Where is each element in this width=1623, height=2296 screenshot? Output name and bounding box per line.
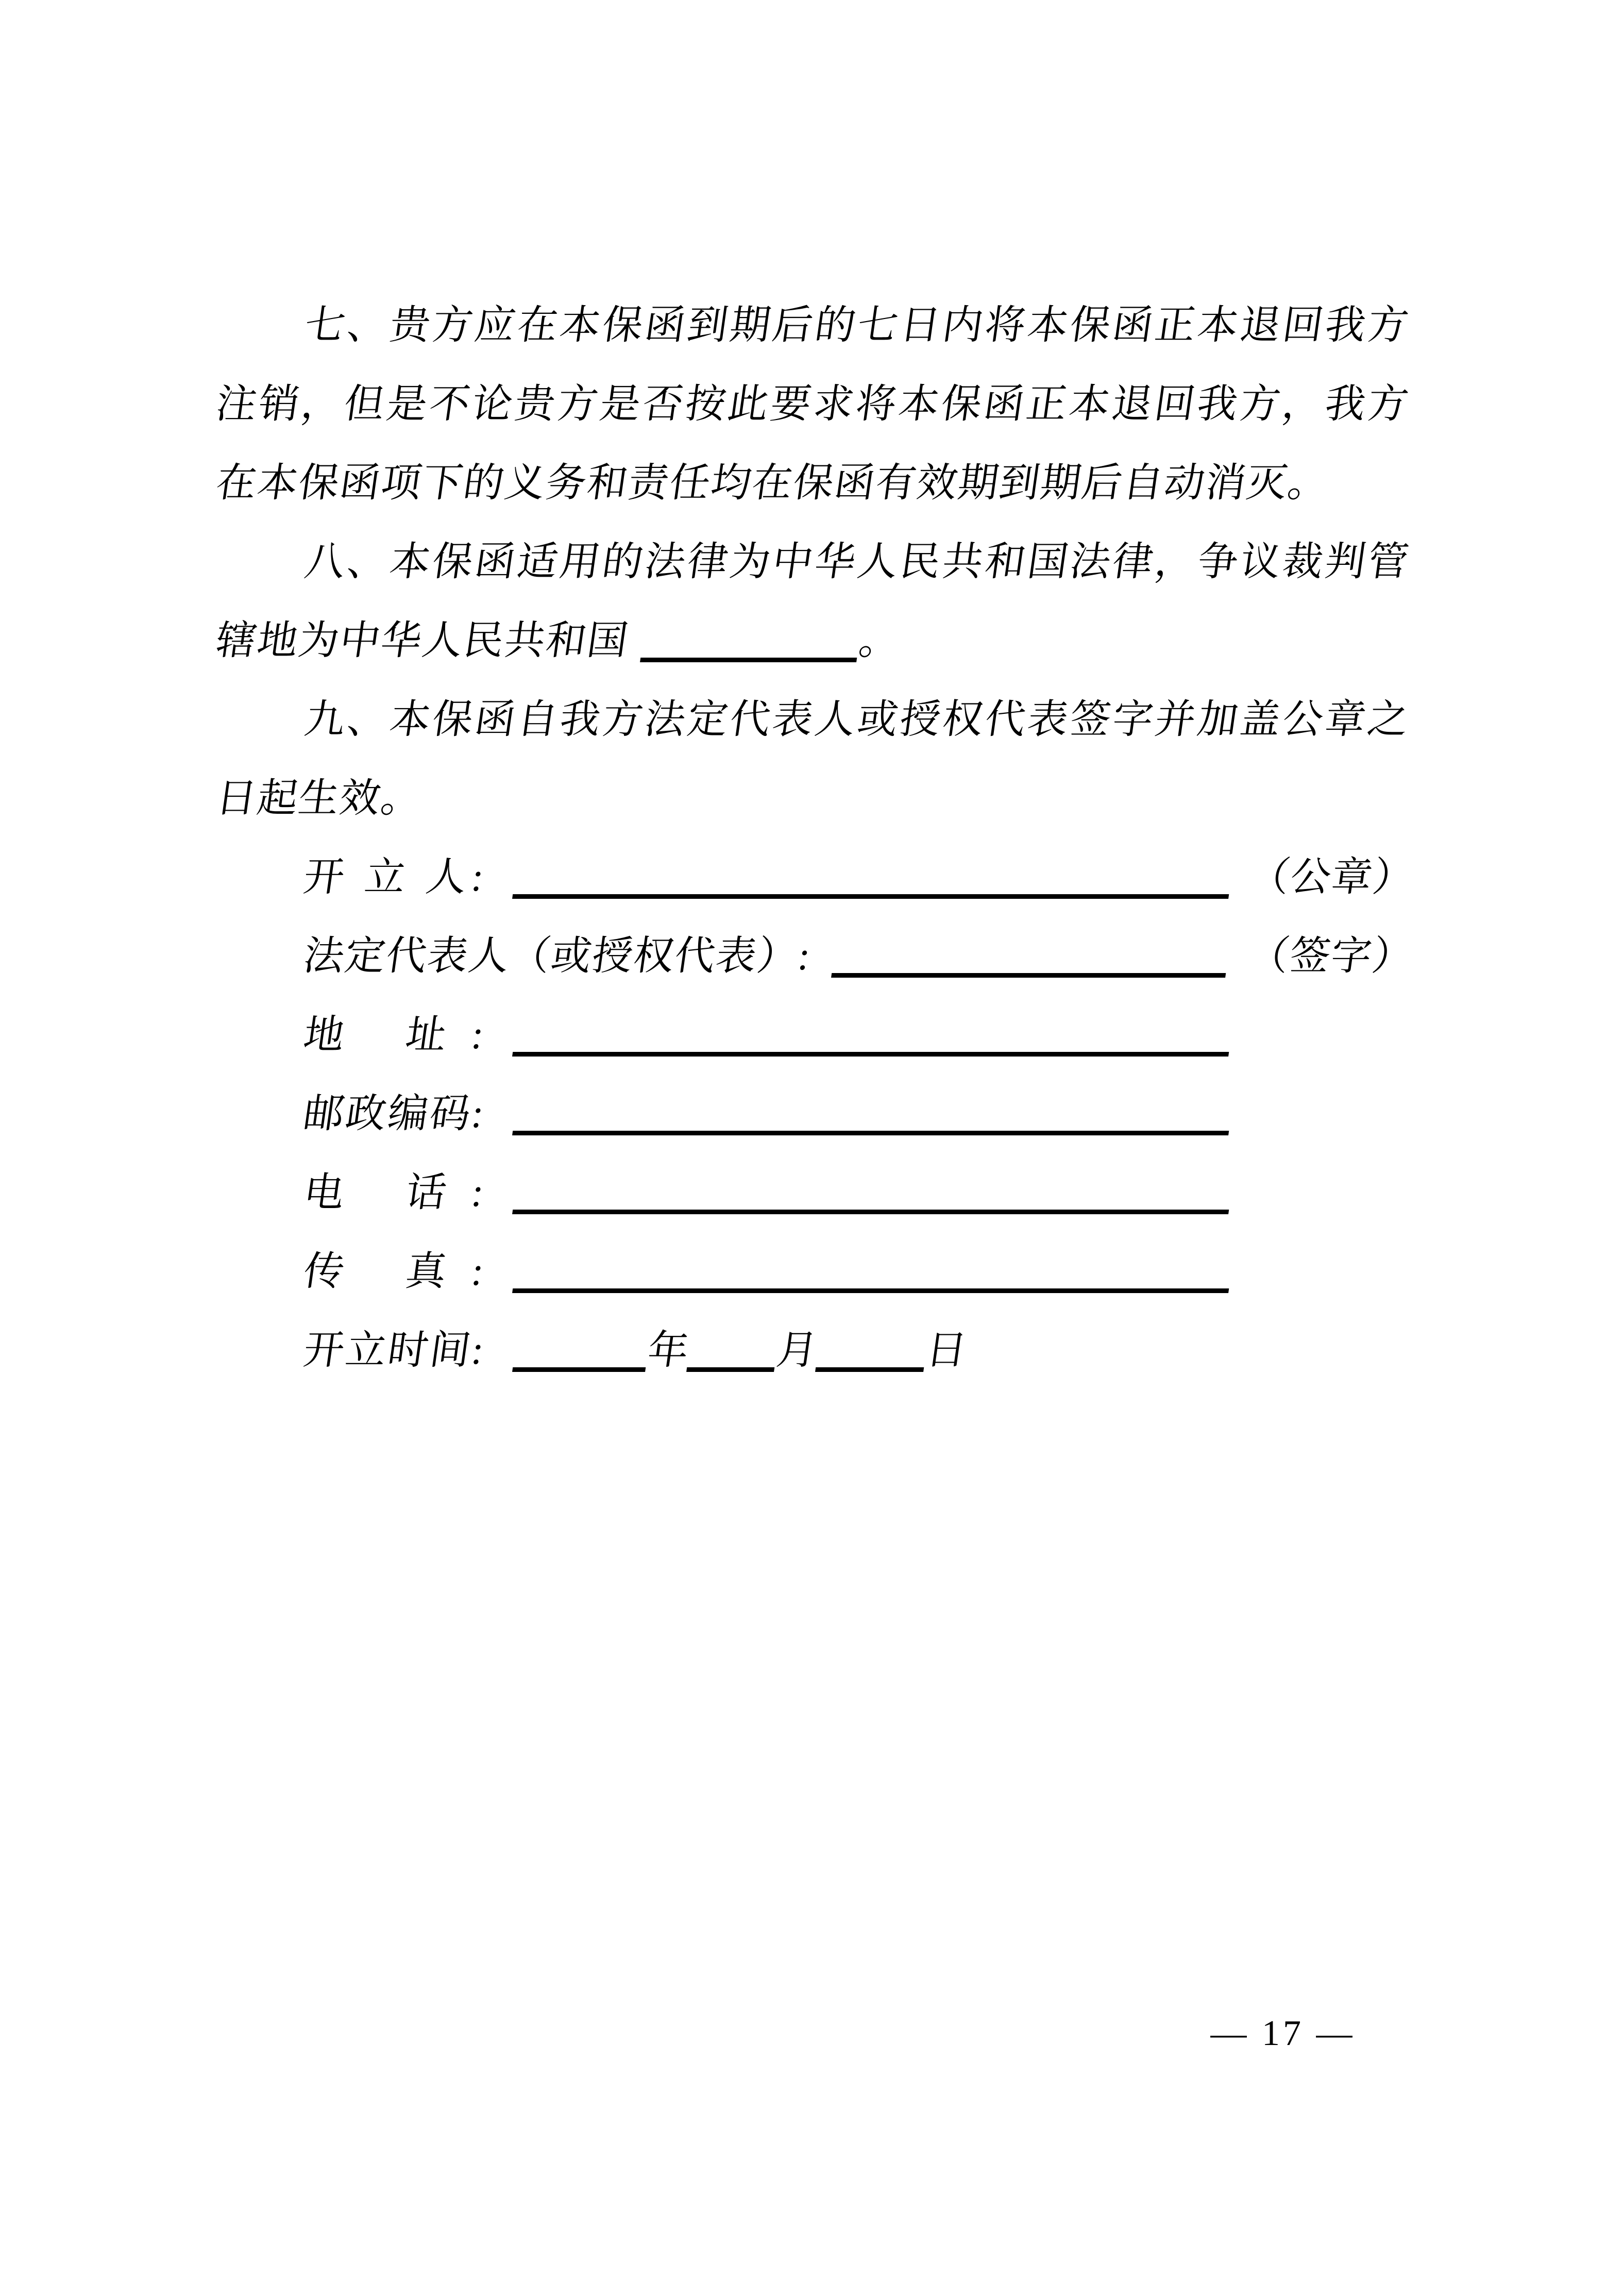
- clause7-line3: 在本保函项下的义务和责任均在保函有效期到期后自动消灭。: [213, 460, 1333, 505]
- clause9-line1: 九、本保函自我方法定代表人或授权代表签字并加盖公章之: [301, 697, 1413, 742]
- fax-fill-in-blank: [512, 1288, 1229, 1293]
- address-fill-in-blank: [512, 1052, 1229, 1057]
- address-label: 地 址:: [300, 1012, 488, 1057]
- legal-rep-label: 法定代表人（或授权代表）:: [300, 933, 814, 978]
- phone-label: 电 话:: [300, 1170, 488, 1215]
- opener-fill-in-blank: [512, 894, 1229, 899]
- phone-row: [211, 1153, 1415, 1232]
- postal-code-label: 邮政编码:: [300, 1091, 488, 1136]
- issue-date-label: 开立时间:: [300, 1328, 488, 1372]
- clause7-line2: 注销，但是不论贵方是否按此要求将本保函正本退回我方，我方: [213, 381, 1413, 426]
- issue-year-label: 年: [645, 1328, 693, 1372]
- legal-rep-row: [211, 916, 1415, 995]
- opener-label: 开 立 人:: [300, 854, 488, 899]
- issue-day-label: 日: [923, 1328, 971, 1372]
- issue-month-label: 月: [773, 1328, 822, 1372]
- issue-day-fill-in-blank: [815, 1367, 924, 1372]
- opener-seal-note: （公章）: [1246, 854, 1418, 899]
- issue-year-fill-in-blank: [512, 1367, 646, 1372]
- clause9-line2: 日起生效。: [213, 776, 426, 820]
- page-number: — 17 —: [1210, 2014, 1356, 2053]
- clause8-line2: [211, 601, 1415, 680]
- legal-rep-fill-in-blank: [831, 973, 1226, 978]
- jurisdiction-fill-in-blank: [640, 658, 857, 662]
- clause8-line1: 八、本保函适用的法律为中华人民共和国法律，争议裁判管: [301, 539, 1413, 584]
- clause8-period: 。: [856, 618, 904, 663]
- address-row: [211, 995, 1415, 1074]
- document-body: [213, 286, 1418, 1389]
- postal-code-row: [211, 1074, 1415, 1153]
- issue-date-row: [211, 1311, 1415, 1389]
- fax-row: [211, 1232, 1415, 1311]
- phone-fill-in-blank: [512, 1210, 1229, 1214]
- postal-code-fill-in-blank: [512, 1131, 1229, 1135]
- opener-row: [211, 837, 1418, 916]
- clause7-line1: 七、贵方应在本保函到期后的七日内将本保函正本退回我方: [301, 303, 1413, 347]
- clause8-jurisdiction-text: 辖地为中华人民共和国: [213, 618, 632, 663]
- issue-month-fill-in-blank: [686, 1367, 774, 1372]
- legal-rep-sign-note: （签字）: [1245, 933, 1417, 978]
- fax-label: 传 真:: [300, 1249, 488, 1294]
